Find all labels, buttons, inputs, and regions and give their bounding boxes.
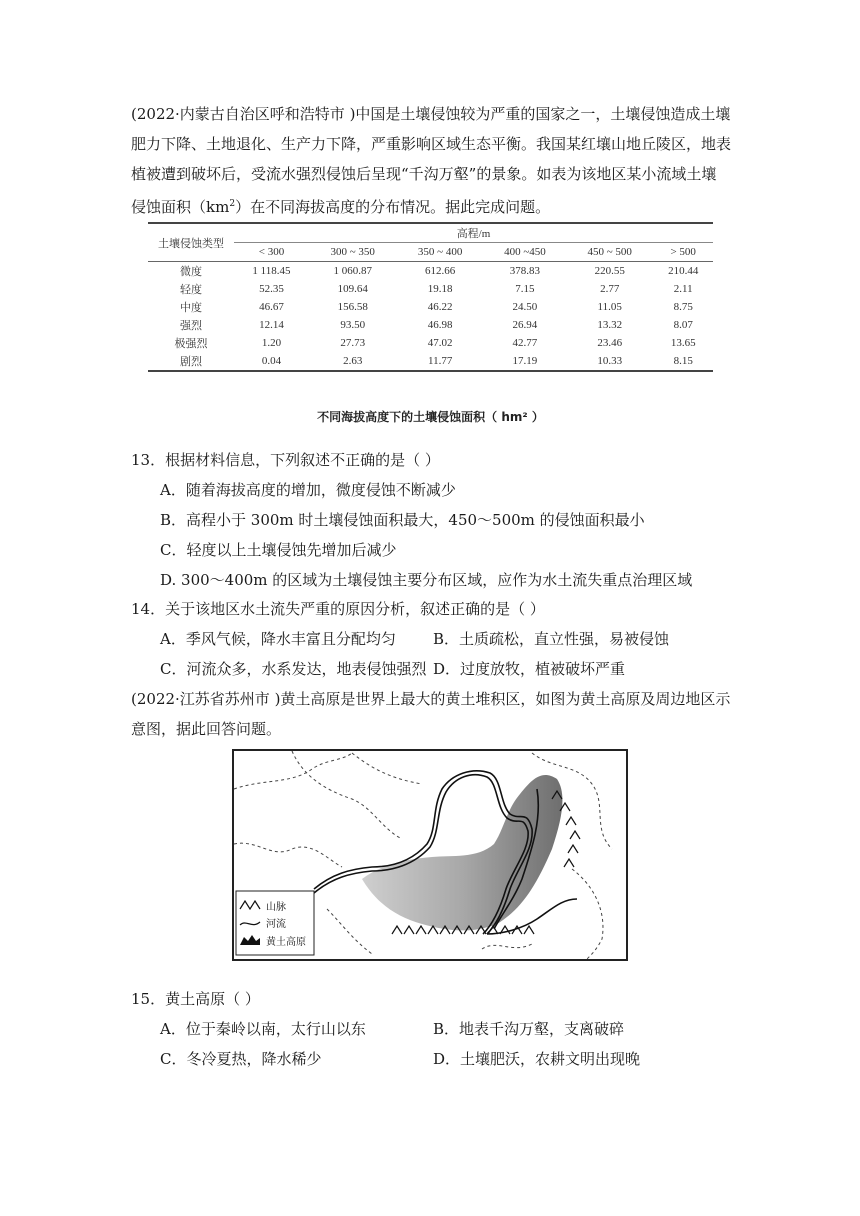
table-cell: 156.58 [337,301,368,313]
table-cell-type: 强烈 [180,320,202,332]
table-row [148,334,713,352]
table-col-header: < 300 [258,246,285,258]
table-row [148,316,713,334]
table-caption: 不同海拔高度下的土壤侵蚀面积（ hm² ） [317,410,544,424]
table-cell: 1 060.87 [333,265,372,277]
table-cell: 220.55 [594,265,625,277]
intro1-line1: (2022·内蒙古自治区呼和浩特市 )中国是土壤侵蚀较为严重的国家之一，土壤侵蚀造成土壤 [131,105,731,123]
table-cell: 93.50 [340,319,366,331]
legend-mountain-label: 山脉 [266,902,286,913]
q14-option-d: D．过度放牧，植被破坏严重 [433,660,626,678]
q15-option-a: A．位于秦岭以南，太行山以东 [160,1020,366,1038]
table-cell: 0.04 [261,355,282,367]
table-cell: 1 118.45 [252,265,291,277]
q14-option-a: A．季风气候，降水丰富且分配均匀 [160,630,396,648]
intro2-line2: 意图，据此回答问题。 [131,720,282,738]
intro1-line3: 植被遭到破坏后，受流水强烈侵蚀后呈现“千沟万壑”的景象。如表为该地区某小流域土壤 [131,165,717,183]
table-cell: 109.64 [337,283,368,295]
intro1-line4 [131,194,550,217]
loess-plateau-map [232,749,628,961]
table-cell: 2.11 [673,283,693,295]
table-row [148,298,713,316]
table-col-header: 450 ~ 500 [587,246,632,258]
table-group-header: 高程/m [234,223,713,243]
q15-option-b: B．地表千沟万壑，支离破碎 [433,1020,625,1038]
table-cell: 46.67 [259,301,284,313]
table-cell: 2.63 [343,355,363,367]
q13-option-a: A．随着海拔高度的增加，微度侵蚀不断减少 [160,481,456,499]
table-cell: 46.98 [427,319,453,331]
table-row-header: 土壤侵蚀类型 [148,223,234,262]
table-cell: 26.94 [512,319,538,331]
legend-river-label: 河流 [266,919,286,930]
q13-option-d: D. 300～400m 的区域为土壤侵蚀主要分布区域，应作为水土流失重点治理区域 [160,571,693,589]
table-cell-type: 剧烈 [180,356,202,368]
table-row [148,280,713,298]
table-cell: 46.22 [427,301,453,313]
table-cell-type: 中度 [180,302,202,314]
table-cell: 19.18 [427,283,453,295]
table-col-header: 400 ~450 [504,246,546,258]
intro1-line2: 肥力下降、土地退化、生产力下降，严重影响区域生态平衡。我国某红壤山地丘陵区，地表 [131,135,732,153]
table-cell-type: 极强烈 [174,338,208,350]
table-cell: 27.73 [340,337,366,349]
q13-option-c: C．轻度以上土壤侵蚀先增加后减少 [160,541,397,559]
erosion-table-figure [148,222,713,424]
table-cell: 8.07 [673,319,693,331]
table-cell: 17.19 [512,355,538,367]
q13-stem: 13．根据材料信息，下列叙述不正确的是（ ） [131,451,440,469]
intro1-line4-b: ）在不同海拔高度的分布情况。据此完成问题。 [235,198,551,216]
table-col-header: 300 ~ 350 [330,246,375,258]
table-cell: 24.50 [512,301,538,313]
table-cell: 8.15 [673,355,693,367]
table-row [148,352,713,371]
intro1-line4-sup: 2 [229,199,236,209]
table-cell: 8.75 [673,301,693,313]
q15-option-d: D．土壤肥沃，农耕文明出现晚 [433,1050,641,1068]
table-cell: 23.46 [597,337,623,349]
table-cell: 10.33 [597,355,623,367]
q13-option-b: B．高程小于 300m 时土壤侵蚀面积最大，450～500m 的侵蚀面积最小 [160,511,645,529]
q14-option-c: C．河流众多，水系发达，地表侵蚀强烈 [160,660,427,678]
table-cell: 13.65 [670,337,696,349]
legend-loess-label: 黄土高原 [266,937,306,948]
table-cell: 1.20 [261,337,282,349]
q15-option-c: C．冬冷夏热，降水稀少 [160,1050,322,1068]
table-cell-type: 轻度 [180,284,202,296]
map-svg [232,749,628,961]
table-cell: 11.05 [597,301,622,313]
table-cell: 210.44 [668,265,699,277]
table-cell: 42.77 [512,337,538,349]
table-cell: 47.02 [427,337,453,349]
q14-stem: 14．关于该地区水土流失严重的原因分析，叙述正确的是（ ） [131,600,545,618]
table-cell: 12.14 [259,319,284,331]
table-cell-type: 微度 [180,266,202,278]
intro2-line1: (2022·江苏省苏州市 )黄土高原是世界上最大的黄土堆积区，如图为黄土高原及周边地区示 [131,690,731,708]
q14-option-b: B．土质疏松，直立性强，易被侵蚀 [433,630,670,648]
table-row [148,262,713,281]
table-cell: 2.77 [600,283,620,295]
table-cell: 11.77 [427,355,453,367]
table-cell: 7.15 [515,283,535,295]
table-col-header: 350 ~ 400 [417,246,463,258]
table-col-header: > 500 [670,246,696,258]
intro1-line4-a: 侵蚀面积（km [131,198,230,216]
table-cell: 378.83 [509,265,541,277]
q15-stem: 15．黄土高原（ ） [131,990,260,1008]
table-cell: 52.35 [259,283,284,295]
erosion-table [148,222,713,372]
table-cell: 612.66 [425,265,456,277]
table-cell: 13.32 [597,319,623,331]
